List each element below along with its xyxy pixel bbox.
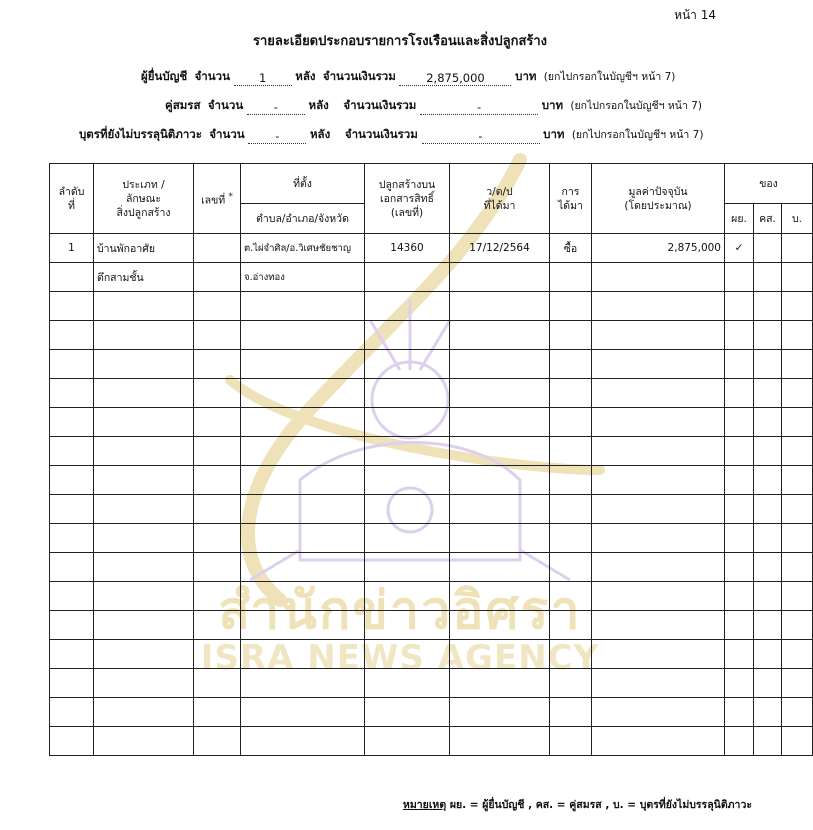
table-row-empty [50, 582, 813, 611]
cell-value: 2,875,000 [592, 234, 725, 263]
empty-cell [50, 408, 94, 437]
empty-cell [50, 640, 94, 669]
empty-cell [94, 727, 194, 756]
cell-owner-spouse [754, 234, 782, 263]
empty-cell [725, 524, 754, 553]
empty-cell [241, 408, 365, 437]
empty-cell [241, 611, 365, 640]
empty-cell [725, 727, 754, 756]
footnote [403, 796, 752, 813]
empty-cell [754, 524, 782, 553]
page-title: รายละเอียดประกอบรายการโรงเรือนและสิ่งปลูกสร้าง [252, 34, 548, 49]
cell-acquired [550, 263, 592, 292]
empty-cell [365, 611, 450, 640]
empty-cell [725, 553, 754, 582]
table-row-empty [50, 495, 813, 524]
empty-cell [94, 553, 194, 582]
table-row [50, 263, 813, 292]
empty-cell [241, 437, 365, 466]
empty-cell [241, 582, 365, 611]
empty-cell [50, 292, 94, 321]
table-row-empty [50, 611, 813, 640]
empty-cell [450, 321, 550, 350]
empty-cell [50, 553, 94, 582]
empty-cell [365, 640, 450, 669]
header-seq: ลำดับ ที่ [50, 164, 94, 234]
empty-cell [50, 582, 94, 611]
summary-filer-unit: หลัง [295, 69, 316, 83]
table-row-empty [50, 321, 813, 350]
empty-cell [725, 698, 754, 727]
empty-cell [194, 379, 241, 408]
cell-deed [365, 263, 450, 292]
empty-cell [782, 553, 813, 582]
empty-cell [725, 408, 754, 437]
empty-cell [94, 408, 194, 437]
empty-cell [550, 640, 592, 669]
cell-owner-child [782, 263, 813, 292]
empty-cell [592, 611, 725, 640]
cell-acquired: ซื้อ [550, 234, 592, 263]
table-row-empty [50, 466, 813, 495]
empty-cell [550, 669, 592, 698]
empty-cell [365, 727, 450, 756]
empty-cell [241, 669, 365, 698]
empty-cell [450, 408, 550, 437]
buildings-table [49, 163, 813, 756]
empty-cell [50, 466, 94, 495]
empty-cell [754, 611, 782, 640]
empty-cell [94, 321, 194, 350]
empty-cell [241, 292, 365, 321]
empty-cell [725, 611, 754, 640]
cell-owner-spouse [754, 263, 782, 292]
summary-child-label: บุตรที่ยังไม่บรรลุนิติภาวะ [79, 127, 202, 141]
table-row-empty [50, 553, 813, 582]
empty-cell [754, 408, 782, 437]
empty-cell [50, 437, 94, 466]
summary-spouse-label: คู่สมรส [165, 98, 201, 112]
summary-child-line [79, 126, 703, 144]
empty-cell [450, 437, 550, 466]
empty-cell [450, 582, 550, 611]
empty-cell [241, 321, 365, 350]
empty-cell [782, 379, 813, 408]
empty-cell [365, 292, 450, 321]
table-row-empty [50, 379, 813, 408]
summary-filer-total-label: จำนวนเงินรวม [322, 69, 396, 83]
empty-cell [754, 727, 782, 756]
empty-cell [754, 321, 782, 350]
empty-cell [550, 292, 592, 321]
empty-cell [725, 640, 754, 669]
empty-cell [450, 640, 550, 669]
empty-cell [365, 669, 450, 698]
table-row-empty [50, 437, 813, 466]
cell-seq: 1 [50, 234, 94, 263]
summary-child-note: (ยกไปกรอกในบัญชีฯ หน้า 7) [571, 129, 704, 141]
summary-spouse-total-label: จำนวนเงินรวม [343, 98, 417, 112]
table-row-empty [50, 292, 813, 321]
empty-cell [241, 379, 365, 408]
empty-cell [50, 495, 94, 524]
summary-filer-line [141, 68, 675, 86]
summary-filer-amount-label: จำนวน [194, 69, 230, 83]
empty-cell [450, 553, 550, 582]
empty-cell [782, 495, 813, 524]
cell-type: บ้านพักอาศัย [94, 234, 194, 263]
empty-cell [592, 379, 725, 408]
empty-cell [725, 582, 754, 611]
empty-cell [592, 698, 725, 727]
summary-filer-count: 1 [234, 71, 292, 86]
empty-cell [194, 524, 241, 553]
summary-child-total: - [422, 129, 540, 144]
empty-cell [365, 698, 450, 727]
empty-cell [782, 669, 813, 698]
summary-child-amount-label: จำนวน [209, 127, 245, 141]
empty-cell [550, 379, 592, 408]
empty-cell [194, 495, 241, 524]
empty-cell [754, 698, 782, 727]
cell-location: จ.อ่างทอง [241, 263, 365, 292]
empty-cell [194, 553, 241, 582]
empty-cell [782, 408, 813, 437]
empty-cell [50, 350, 94, 379]
empty-cell [550, 698, 592, 727]
empty-cell [450, 611, 550, 640]
empty-cell [592, 466, 725, 495]
cell-value [592, 263, 725, 292]
summary-filer-total: 2,875,000 [399, 71, 511, 86]
empty-cell [592, 495, 725, 524]
empty-cell [550, 611, 592, 640]
table-row-empty [50, 669, 813, 698]
watermark-english-text: ISRA NEWS AGENCY [200, 638, 600, 678]
empty-cell [782, 582, 813, 611]
empty-cell [241, 553, 365, 582]
empty-cell [754, 379, 782, 408]
empty-cell [50, 524, 94, 553]
table-row-empty [50, 727, 813, 756]
summary-spouse-count: - [247, 100, 305, 115]
empty-cell [365, 524, 450, 553]
empty-cell [450, 379, 550, 408]
empty-cell [450, 524, 550, 553]
empty-cell [592, 437, 725, 466]
cell-date [450, 263, 550, 292]
empty-cell [754, 640, 782, 669]
empty-cell [94, 350, 194, 379]
empty-cell [365, 437, 450, 466]
empty-cell [50, 698, 94, 727]
empty-cell [592, 321, 725, 350]
empty-cell [365, 379, 450, 408]
empty-cell [725, 495, 754, 524]
empty-cell [592, 669, 725, 698]
empty-cell [782, 466, 813, 495]
empty-cell [94, 466, 194, 495]
empty-cell [725, 321, 754, 350]
empty-cell [94, 524, 194, 553]
table-row-empty [50, 408, 813, 437]
empty-cell [782, 727, 813, 756]
empty-cell [754, 669, 782, 698]
empty-cell [782, 292, 813, 321]
empty-cell [550, 553, 592, 582]
table-row-empty [50, 698, 813, 727]
cell-location: ต.ไผ่จำศิล/อ.วิเศษชัยชาญ [241, 234, 365, 263]
empty-cell [50, 379, 94, 408]
empty-cell [450, 292, 550, 321]
cell-number [194, 263, 241, 292]
empty-cell [194, 437, 241, 466]
header-owner-self: ผย. [725, 204, 754, 234]
empty-cell [194, 582, 241, 611]
empty-cell [782, 437, 813, 466]
summary-spouse-amount-label: จำนวน [207, 98, 244, 112]
empty-cell [94, 379, 194, 408]
empty-cell [241, 524, 365, 553]
cell-seq [50, 263, 94, 292]
empty-cell [194, 727, 241, 756]
summary-spouse-note: (ยกไปกรอกในบัญชีฯ หน้า 7) [570, 100, 702, 112]
summary-child-unit: หลัง [309, 127, 331, 141]
empty-cell [194, 350, 241, 379]
empty-cell [94, 698, 194, 727]
empty-cell [450, 495, 550, 524]
empty-cell [592, 524, 725, 553]
summary-filer-note: (ยกไปกรอกในบัญชีฯ หน้า 7) [543, 71, 676, 83]
empty-cell [725, 350, 754, 379]
header-location: ที่ตั้ง [241, 164, 365, 204]
watermark-thai-text: สำนักข่าวอิศรา [218, 581, 582, 641]
empty-cell [754, 350, 782, 379]
empty-cell [94, 669, 194, 698]
empty-cell [725, 292, 754, 321]
summary-spouse-currency: บาท [541, 98, 564, 112]
footnote-text: ผย. = ผู้ยื่นบัญชี , คส. = คู่สมรส , บ. = บุตรที่ยังไม่บรรลุนิติภาวะ [449, 799, 752, 811]
empty-cell [550, 437, 592, 466]
empty-cell [194, 669, 241, 698]
empty-cell [94, 437, 194, 466]
empty-cell [592, 640, 725, 669]
summary-spouse-total: - [420, 100, 538, 115]
empty-cell [725, 379, 754, 408]
empty-cell [754, 553, 782, 582]
cell-type: ตึกสามชั้น [94, 263, 194, 292]
empty-cell [450, 350, 550, 379]
empty-cell [450, 698, 550, 727]
empty-cell [782, 611, 813, 640]
empty-cell [50, 669, 94, 698]
empty-cell [550, 524, 592, 553]
table-row-empty [50, 524, 813, 553]
empty-cell [241, 727, 365, 756]
check-icon: ✓ [725, 234, 754, 263]
empty-cell [592, 350, 725, 379]
empty-cell [592, 408, 725, 437]
table-row-empty [50, 350, 813, 379]
empty-cell [782, 640, 813, 669]
empty-cell [725, 466, 754, 495]
empty-cell [94, 292, 194, 321]
empty-cell [782, 321, 813, 350]
header-date: ว/ด/ป ที่ได้มา [450, 164, 550, 234]
empty-cell [450, 669, 550, 698]
empty-cell [94, 582, 194, 611]
empty-cell [592, 727, 725, 756]
empty-cell [550, 350, 592, 379]
empty-cell [450, 466, 550, 495]
empty-cell [241, 466, 365, 495]
cell-number [194, 234, 241, 263]
empty-cell [782, 350, 813, 379]
empty-cell [550, 582, 592, 611]
empty-cell [194, 408, 241, 437]
empty-cell [550, 495, 592, 524]
empty-cell [194, 292, 241, 321]
page-number: หน้า 14 [674, 8, 716, 22]
empty-cell [450, 727, 550, 756]
empty-cell [50, 611, 94, 640]
summary-child-total-label: จำนวนเงินรวม [344, 127, 418, 141]
empty-cell [754, 466, 782, 495]
header-deed: ปลูกสร้างบน เอกสารสิทธิ์ (เลขที่) [365, 164, 450, 234]
table-row-empty [50, 640, 813, 669]
footnote-label: หมายเหตุ [402, 799, 447, 811]
empty-cell [194, 640, 241, 669]
empty-cell [782, 698, 813, 727]
empty-cell [50, 727, 94, 756]
empty-cell [365, 553, 450, 582]
empty-cell [94, 640, 194, 669]
empty-cell [365, 321, 450, 350]
empty-cell [782, 524, 813, 553]
empty-cell [754, 292, 782, 321]
empty-cell [194, 466, 241, 495]
empty-cell [754, 437, 782, 466]
empty-cell [241, 350, 365, 379]
header-owner: ของ [725, 164, 813, 204]
summary-filer-label: ผู้ยื่นบัญชี [141, 69, 188, 83]
header-value: มูลค่าปัจจุบัน (โดยประมาณ) [592, 164, 725, 234]
empty-cell [194, 698, 241, 727]
empty-cell [365, 495, 450, 524]
empty-cell [725, 669, 754, 698]
cell-owner-child [782, 234, 813, 263]
empty-cell [194, 321, 241, 350]
empty-cell [365, 466, 450, 495]
summary-child-currency: บาท [543, 127, 565, 141]
header-acquired: การ ได้มา [550, 164, 592, 234]
empty-cell [592, 553, 725, 582]
empty-cell [725, 437, 754, 466]
empty-cell [365, 582, 450, 611]
cell-owner-self [725, 263, 754, 292]
table-row [50, 234, 813, 263]
empty-cell [550, 408, 592, 437]
cell-deed: 14360 [365, 234, 450, 263]
cell-date: 17/12/2564 [450, 234, 550, 263]
empty-cell [754, 582, 782, 611]
empty-cell [241, 495, 365, 524]
empty-cell [550, 727, 592, 756]
empty-cell [592, 582, 725, 611]
header-type: ประเภท / ลักษณะ สิ่งปลูกสร้าง [94, 164, 194, 234]
empty-cell [241, 698, 365, 727]
empty-cell [592, 292, 725, 321]
empty-cell [550, 321, 592, 350]
empty-cell [365, 350, 450, 379]
summary-spouse-unit: หลัง [308, 98, 329, 112]
summary-spouse-line [165, 97, 702, 115]
empty-cell [550, 466, 592, 495]
header-owner-spouse: คส. [754, 204, 782, 234]
header-owner-child: บ. [782, 204, 813, 234]
empty-cell [94, 611, 194, 640]
header-number: เลขที่ * [194, 164, 241, 234]
empty-cell [241, 640, 365, 669]
empty-cell [94, 495, 194, 524]
empty-cell [365, 408, 450, 437]
empty-cell [754, 495, 782, 524]
summary-child-count: - [248, 129, 306, 144]
summary-filer-currency: บาท [515, 69, 537, 83]
empty-cell [194, 611, 241, 640]
empty-cell [50, 321, 94, 350]
header-location-sub: ตำบล/อำเภอ/จังหวัด [241, 204, 365, 234]
